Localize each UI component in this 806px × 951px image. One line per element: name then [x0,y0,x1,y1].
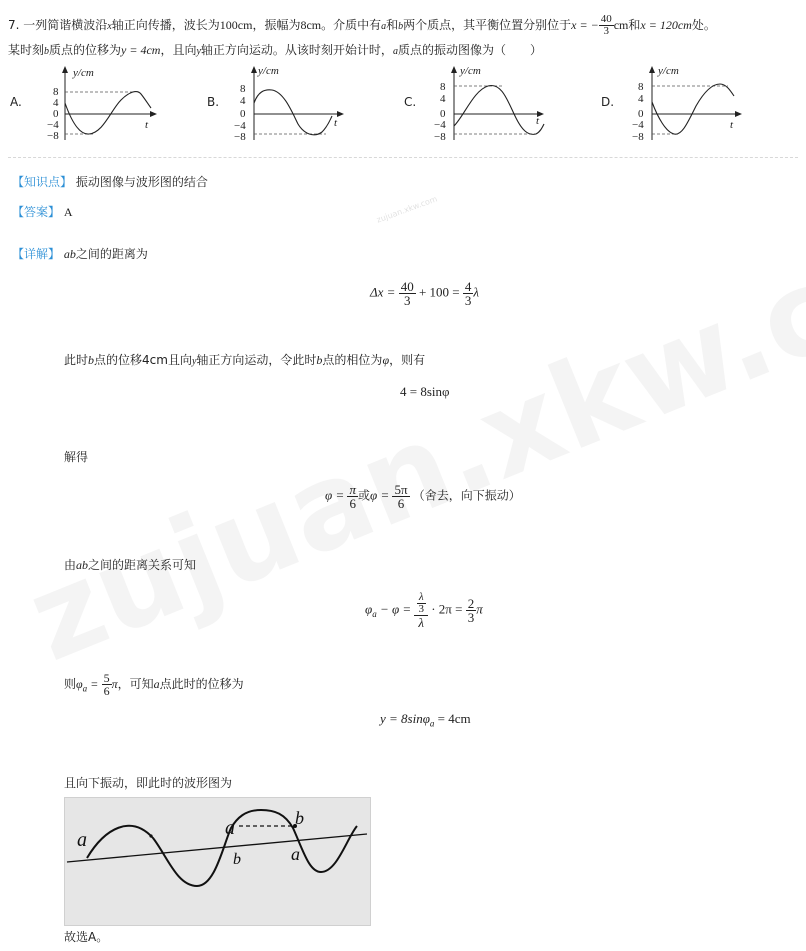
graph-option-a [25,62,160,147]
svg-text:b: b [295,808,304,828]
svg-text:y/cm: y/cm [73,67,94,79]
svg-text:−4: −4 [632,119,644,131]
svg-text:−8: −8 [234,131,246,143]
equation-phi-solutions: φ = $\frac{\pi}{6}$ 或φ = $\frac{5\pi}{6}$ （舍去，向下振动） [325,482,521,511]
svg-text:4: 4 [638,93,644,105]
detail-solve: 解得 [64,450,89,464]
small-watermark: zujuan.xkw.com [375,194,439,225]
detail-intro: 【详解】 ab之间的距离为 [12,247,148,261]
detail-para-2: 此时b点的位移4cm且向y轴正方向运动，令此时b点的相位为φ，则有 [64,353,426,367]
answer: 【答案】 A [12,205,73,219]
graph-option-c [418,62,558,147]
svg-text:−8: −8 [632,131,644,143]
waveform-photo [64,797,371,926]
equation-phase-diff: $\varphi_a - \varphi$ = $\frac{\frac{\lambda}{3}}{\lambda}$ · 2π = $\frac{2}{3}$ π [365,591,483,630]
detail-para-5: 则$\varphi_a$ = $\frac{5}{6}$ π，可知a点此时的位移为 [64,671,244,698]
svg-text:8: 8 [440,81,446,93]
svg-text:8: 8 [53,86,59,98]
detail-para-4: 由ab之间的距离关系可知 [64,558,197,572]
svg-text:−8: −8 [47,130,59,142]
svg-text:4: 4 [440,93,446,105]
svg-text:y/cm: y/cm [658,65,679,77]
option-d[interactable]: D. [601,95,615,109]
option-a[interactable]: A. [10,95,22,109]
svg-text:t: t [730,119,734,131]
knowledge-tag: 【知识点】 [12,175,73,189]
svg-text:−4: −4 [434,119,446,131]
option-c[interactable]: C. [404,95,417,109]
svg-text:−4: −4 [234,120,246,132]
graph-option-d [616,62,756,147]
question-line-1: 7. 一列简谐横波沿x轴正向传播，波长为100cm，振幅为8cm。介质中有a和b两个质点，其平衡位置分别位于x = − $\frac{40}{3}$ cm和x = 120cm处。 [8,13,716,37]
svg-text:y/cm: y/cm [460,65,481,77]
svg-text:4: 4 [240,95,246,107]
svg-text:y/cm: y/cm [258,65,279,77]
svg-text:−4: −4 [47,119,59,131]
question-line-2: 某时刻b质点的位移为y = 4cm，且向y轴正方向运动。从该时刻开始计时，a质点的振动图像为（ ） [8,43,542,57]
equation-sin-phi: 4 = 8sinφ [400,384,450,399]
option-b[interactable]: B. [207,95,220,109]
svg-text:0: 0 [240,108,246,120]
svg-text:b: b [233,851,241,868]
graph-option-b [222,62,357,147]
answer-tag: 【答案】 [12,205,61,219]
svg-text:−8: −8 [434,131,446,143]
svg-text:t: t [334,117,338,129]
equation-displacement: y = 8sinφ$_a$ = 4cm [380,711,471,729]
svg-text:0: 0 [440,108,446,120]
equation-delta-x: Δx = $\frac{40}{3}$ + 100 = $\frac{4}{3}$ λ [370,279,479,308]
conclusion: 故选A。 [64,930,109,944]
svg-text:0: 0 [53,108,59,120]
svg-text:0: 0 [638,108,644,120]
svg-text:4: 4 [53,97,59,109]
svg-text:8: 8 [240,83,246,95]
svg-text:a: a [77,829,87,851]
frac-40-3: $\frac{40}{3}$ [600,13,612,37]
svg-text:a: a [291,844,300,864]
detail-tag: 【详解】 [12,247,61,261]
svg-text:a: a [225,817,235,839]
svg-text:t: t [536,115,540,127]
svg-text:t: t [145,119,149,131]
svg-text:8: 8 [638,81,644,93]
knowledge-point: 【知识点】 振动图像与波形图的结合 [12,175,208,189]
section-divider [8,157,798,158]
detail-para-6: 且向下振动，即此时的波形图为 [64,776,233,790]
